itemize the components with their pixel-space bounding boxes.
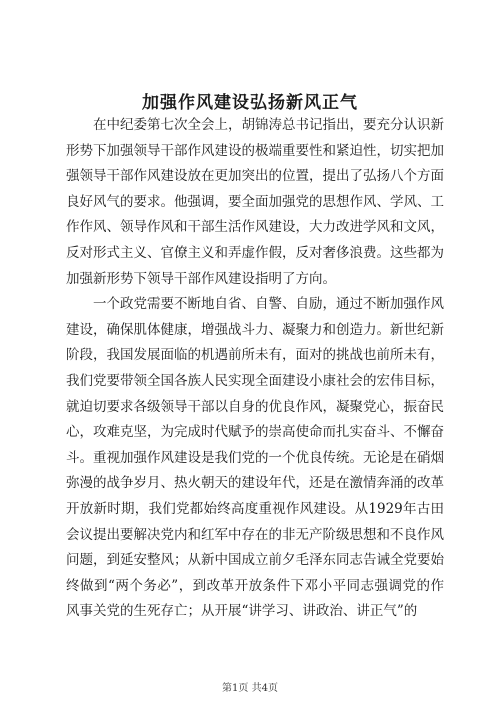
page-footer: 第1页 共4页 <box>222 683 278 694</box>
document-title: 加强作风建设弘扬新风正气 <box>142 93 358 113</box>
paragraph: 一个政党需要不断地自省、自警、自励，通过不断加强作风建设，确保肌体健康，增强战斗力、凝聚力和创造力。新世纪新阶段，我国发展面临的机遇前所未有，面对的挑战也前所未有，我们党要带领全国各族人民实现全面建设小康社会的宏伟目标，就迫切要求各级领导干部以自身的优良作风，凝聚党心，振奋民心，攻难克坚，为完成时代赋予的崇高使命而扎实奋斗、不懈奋斗。重视加强作风建设是我们党的一个优良传统。无论是在硝烟弥漫的战争岁月、热火朝天的建设年代，还是在激情奔涌的改革开放新时期，我们党都始终高度重视作风建设。从1929年古田会议提出要解决党内和红军中存在的非无产阶级思想和不良作风问题，到延安整风；从新中国成立前夕毛泽东同志告诫全党要始终做到“两个务必”，到改革开放条件下邓小平同志强调党的作风事关党的生死存亡；从开展“讲学习、讲政治、讲正气”的 <box>66 296 444 620</box>
document-body <box>66 113 444 625</box>
paragraph: 在中纪委第七次全会上，胡锦涛总书记指出，要充分认识新形势下加强领导干部作风建设的极端重要性和紧迫性，切实把加强领导干部作风建设放在更加突出的位置，提出了弘扬八个方面良好风气的要求。他强调，要全面加强党的思想作风、学风、工作作风、领导作风和干部生活作风建设，大力改进学风和文风，反对形式主义、官僚主义和弄虚作假，反对奢侈浪费。这些都为加强新形势下领导干部作风建设指明了方向。 <box>66 117 444 287</box>
